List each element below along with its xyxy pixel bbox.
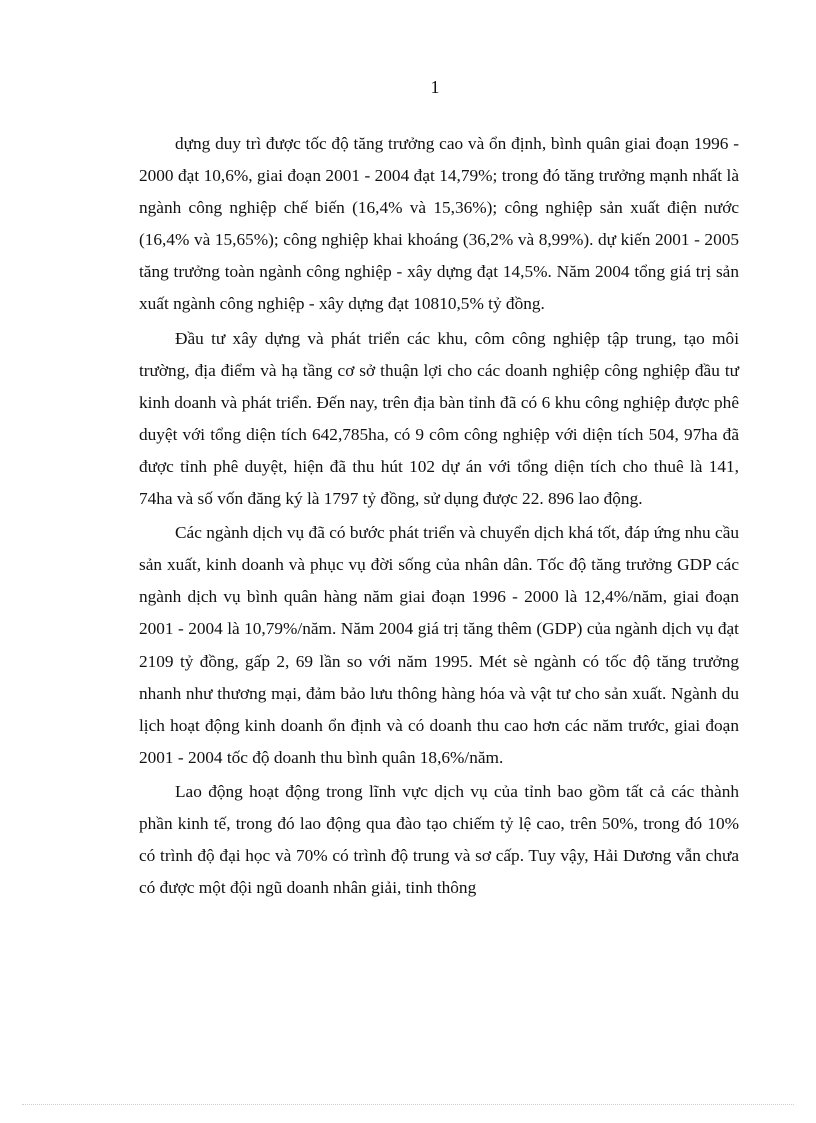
- page-bottom-divider: [22, 1104, 794, 1105]
- paragraph-services: Các ngành dịch vụ đã có bước phát triển và chuyển dịch khá tốt, đáp ứng nhu cầu sản xuất, kinh doanh và phục vụ đời sống của nhân dân. Tốc độ tăng trưởng GDP các ngành dịch vụ bình quân hàng năm giai đoạn 1996 - 2000 là 12,4%/năm, giai đoạn 2001 - 2004 là 10,79%/năm. Năm 2004 giá trị tăng thêm (GDP) của ngành dịch vụ đạt 2109 tỷ đồng, gấp 2, 69 lần so với năm 1995. Mét sè ngành có tốc độ tăng trưởng nhanh như thương mại, đảm bảo lưu thông hàng hóa và vật tư cho sản xuất. Ngành du lịch hoạt động kinh doanh ổn định và có doanh thu cao hơn các năm trước, giai đoạn 2001 - 2004 tốc độ doanh thu bình quân 18,6%/năm.: [139, 523, 739, 767]
- page-number: 1: [430, 77, 440, 97]
- paragraph-industry-growth: dựng duy trì được tốc độ tăng trưởng cao và ổn định, bình quân giai đoạn 1996 - 2000 đạt 10,6%, giai đoạn 2001 - 2004 đạt 14,79%; trong đó tăng trưởng mạnh nhất là ngành công nghiệp chế biến (16,4% và 15,36%); công nghiệp sản xuất điện nước (16,4% và 15,65%); công nghiệp khai khoáng (36,2% và 8,99%). dự kiến 2001 - 2005 tăng trưởng toàn ngành công nghiệp - xây dựng đạt 14,5%. Năm 2004 tổng giá trị sản xuất ngành công nghiệp - xây dựng đạt 10810,5% tỷ đồng.: [139, 134, 739, 314]
- document-body: [139, 128, 739, 904]
- paragraph-services-labor: Lao động hoạt động trong lĩnh vực dịch vụ của tỉnh bao gồm tất cả các thành phần kinh tế, trong đó lao động qua đào tạo chiếm tỷ lệ cao, trên 50%, trong đó 10% có trình độ đại học và 70% có trình độ trung và sơ cấp. Tuy vậy, Hải Dương vẫn chưa có được một đội ngũ doanh nhân giải, tinh thông: [139, 781, 739, 898]
- paragraph-industrial-zones: Đầu tư xây dựng và phát triển các khu, côm công nghiệp tập trung, tạo môi trường, địa điểm và hạ tầng cơ sở thuận lợi cho các doanh nghiệp công nghiệp đầu tư kinh doanh và phát triển. Đến nay, trên địa bàn tỉnh đã có 6 khu công nghiệp được phê duyệt với tổng diện tích 642,785ha, có 9 côm công nghiệp với diện tích 504, 97ha đã được tỉnh phê duyệt, hiện đã thu hút 102 dự án với tổng diện tích cho thuê là 141, 74ha và số vốn đăng ký là 1797 tỷ đồng, sử dụng được 22. 896 lao động.: [139, 328, 739, 509]
